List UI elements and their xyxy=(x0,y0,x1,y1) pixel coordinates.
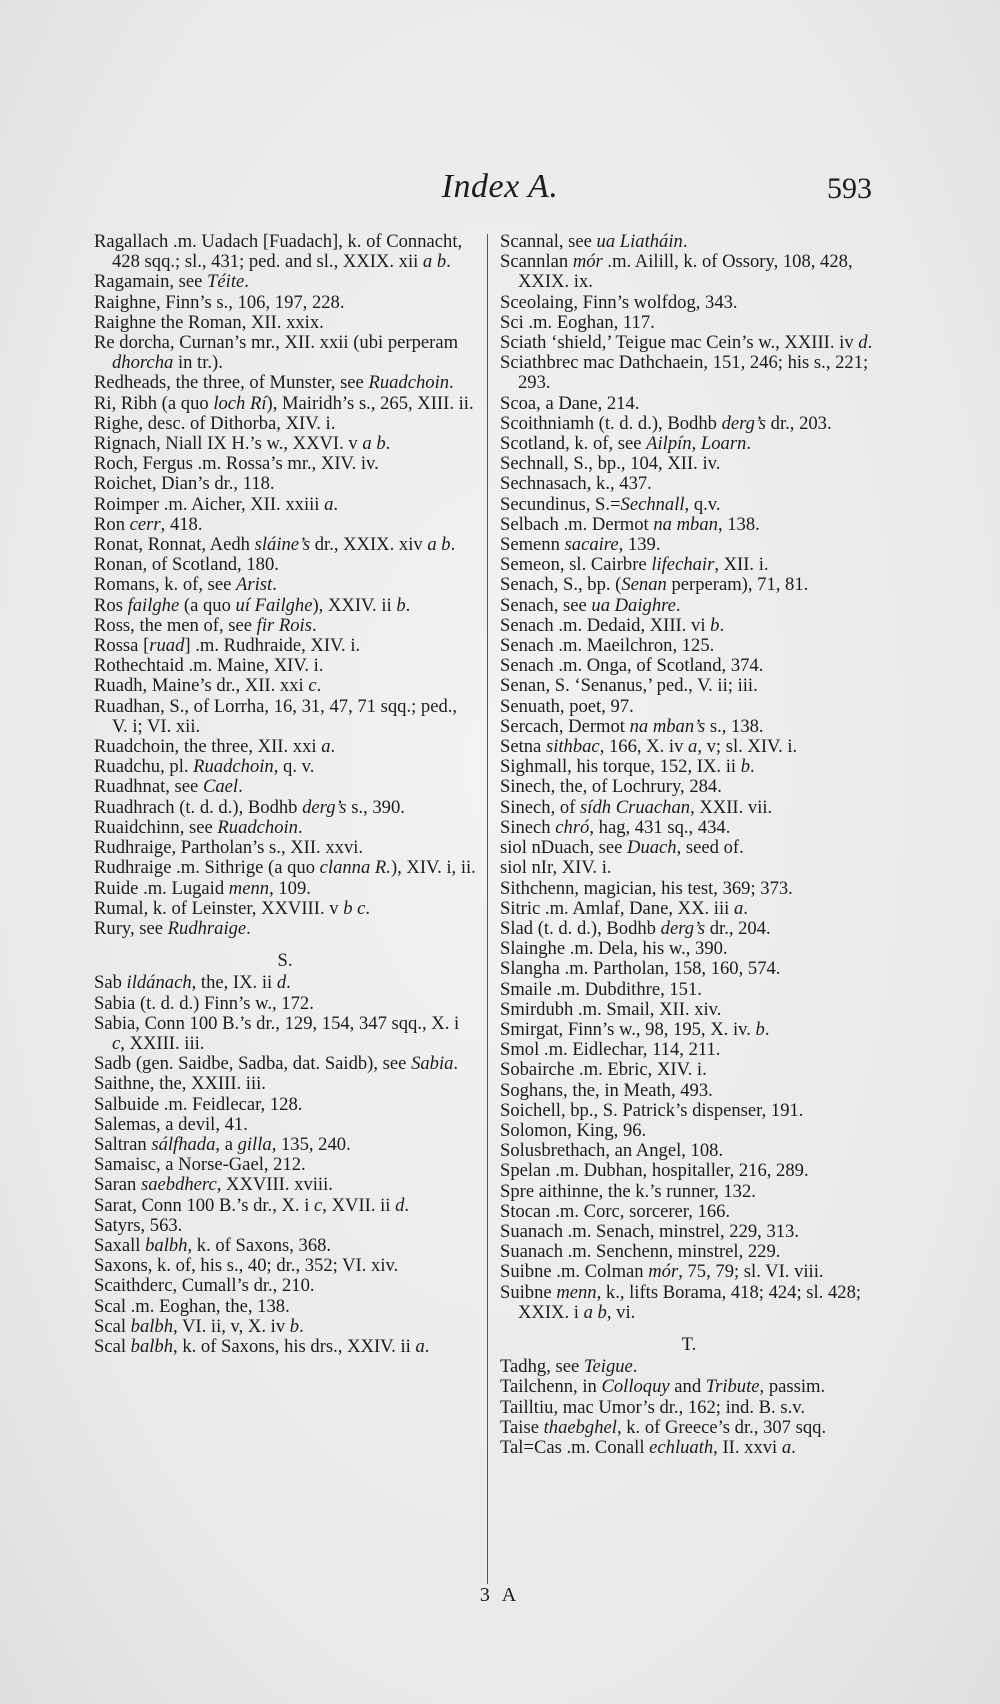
index-entry: Selbach .m. Dermot na mban, 138. xyxy=(500,513,760,535)
index-entry: Ruadhrach (t. d. d.), Bodhb derg’s s., 390. xyxy=(94,796,405,818)
index-entry: Senach, see ua Daighre. xyxy=(500,594,681,616)
index-entry: Saran saebdherc, XXVIII. xviii. xyxy=(94,1174,333,1196)
index-entry: Sechnasach, k., 437. xyxy=(500,473,652,495)
index-entry: Tailltiu, mac Umor’s dr., 162; ind. B. s.v. xyxy=(500,1396,805,1418)
index-entry: Ronan, of Scotland, 180. xyxy=(94,554,279,576)
index-entry: Ross, the men of, see fir Rois. xyxy=(94,614,317,636)
index-entry: siol nDuach, see Duach, seed of. xyxy=(500,837,744,859)
index-entry: Rumal, k. of Leinster, XXVIII. v b c. xyxy=(94,897,371,919)
index-entry: Saxall balbh, k. of Saxons, 368. xyxy=(94,1234,332,1256)
index-entry: Tal=Cas .m. Conall echluath, II. xxvi a. xyxy=(500,1436,796,1458)
index-entry: Roch, Fergus .m. Rossa’s mr., XIV. iv. xyxy=(94,453,379,475)
index-entry: Satyrs, 563. xyxy=(94,1214,183,1236)
index-entry: Smaile .m. Dubdithre, 151. xyxy=(500,978,702,1000)
section-letter: S. xyxy=(277,950,293,972)
index-entry: Salbuide .m. Feidlecar, 128. xyxy=(94,1093,303,1115)
index-entry: Senan, S. ‘Senanus,’ ped., V. ii; iii. xyxy=(500,675,758,697)
index-entry: Sitric .m. Amlaf, Dane, XX. iii a. xyxy=(500,897,748,919)
index-entry: Roimper .m. Aicher, XII. xxiii a. xyxy=(94,493,339,515)
index-entry: Sobairche .m. Ebric, XIV. i. xyxy=(500,1059,707,1081)
index-entry: Secundinus, S.=Sechnall, q.v. xyxy=(500,493,721,515)
index-entry: Stocan .m. Corc, sorcerer, 166. xyxy=(500,1200,731,1222)
index-entry: Sabia (t. d. d.) Finn’s w., 172. xyxy=(94,992,314,1014)
page-number: 593 xyxy=(827,172,872,205)
index-entry: Rothechtaid .m. Maine, XIV. i. xyxy=(94,655,324,677)
index-entry: Spre aithinne, the k.’s runner, 132. xyxy=(500,1180,756,1202)
index-entry: Scal balbh, k. of Saxons, his drs., XXIV. ii a. xyxy=(94,1335,430,1357)
index-entry: Sinech, of sídh Cruachan, XXII. vii. xyxy=(500,796,773,818)
running-head-title: Index A. xyxy=(441,168,559,205)
index-entry: Ruadh, Maine’s dr., XII. xxi c. xyxy=(94,675,322,697)
index-entry: Solusbrethach, an Angel, 108. xyxy=(500,1140,724,1162)
column-divider xyxy=(487,234,488,1584)
index-entry: Smirgat, Finn’s w., 98, 195, X. iv. b. xyxy=(500,1018,770,1040)
index-entry: Saithne, the, XXIII. iii. xyxy=(94,1073,266,1095)
index-entry: Suibne menn, k., lifts Borama, 418; 424; sl. 428; XXIX. i a b, vi. xyxy=(500,1281,862,1323)
index-entry: Scoa, a Dane, 214. xyxy=(500,392,640,414)
index-entry: Spelan .m. Dubhan, hospitaller, 216, 289. xyxy=(500,1160,809,1182)
index-entry: Sithchenn, magician, his test, 369; 373. xyxy=(500,877,793,899)
index-entry: Setna sithbac, 166, X. iv a, v; sl. XIV. i. xyxy=(500,736,798,758)
index-entry: Sinech, the, of Lochrury, 284. xyxy=(500,776,722,798)
index-entry: Solomon, King, 96. xyxy=(500,1119,647,1141)
index-entry: Roichet, Dian’s dr., 118. xyxy=(94,473,275,495)
index-entry: Saxons, k. of, his s., 40; dr., 352; VI. xiv. xyxy=(94,1255,399,1277)
index-entry: Ruadchoin, the three, XII. xxi a. xyxy=(94,736,336,758)
index-entry: Ruide .m. Lugaid menn, 109. xyxy=(94,877,311,899)
index-entry: Scotland, k. of, see Ailpín, Loarn. xyxy=(500,433,752,455)
index-entry: Suibne .m. Colman mór, 75, 79; sl. VI. viii. xyxy=(500,1261,824,1283)
index-entry: Sechnall, S., bp., 104, XII. iv. xyxy=(500,453,721,475)
index-entry: Sinech chró, hag, 431 sq., 434. xyxy=(500,816,731,838)
index-entry: Soghans, the, in Meath, 493. xyxy=(500,1079,713,1101)
index-entry: Scoithniamh (t. d. d.), Bodhb derg’s dr., 203. xyxy=(500,412,832,434)
index-entry: Smol .m. Eidlechar, 114, 211. xyxy=(500,1039,721,1061)
index-entry: Rossa [ruad] .m. Rudhraide, XIV. i. xyxy=(94,635,361,657)
index-entry: Scaithderc, Cumall’s dr., 210. xyxy=(94,1275,315,1297)
index-entry: Raighne, Finn’s s., 106, 197, 228. xyxy=(94,291,345,313)
index-entry: Tadhg, see Teigue. xyxy=(500,1356,638,1378)
index-entry: Redheads, the three, of Munster, see Ruadchoin. xyxy=(94,372,454,394)
index-column-right xyxy=(500,232,878,1458)
index-entry: Romans, k. of, see Arist. xyxy=(94,574,277,596)
index-entry: Senach .m. Dedaid, XIII. vi b. xyxy=(500,614,725,636)
index-entry: Salemas, a devil, 41. xyxy=(94,1113,248,1135)
index-entry: Smirdubh .m. Smail, XII. xiv. xyxy=(500,998,722,1020)
index-entry: Ruadhnat, see Cael. xyxy=(94,776,243,798)
index-column-left xyxy=(94,232,476,1357)
index-entry: siol nIr, XIV. i. xyxy=(500,857,612,879)
index-entry: Soichell, bp., S. Patrick’s dispenser, 191. xyxy=(500,1099,804,1121)
index-entry: Scannal, see ua Liatháin. xyxy=(500,231,688,252)
index-entry: Sabia, Conn 100 B.’s dr., 129, 154, 347 sqq., X. i c, XXIII. iii. xyxy=(94,1012,460,1054)
index-entry: Ronat, Ronnat, Aedh sláine’s dr., XXIX. xiv a b. xyxy=(94,534,456,556)
index-entry: Sarat, Conn 100 B.’s dr., X. i c, XVII. ii d. xyxy=(94,1194,410,1216)
index-entry: Ragamain, see Téite. xyxy=(94,271,249,293)
index-entry: Scannlan mór .m. Ailill, k. of Ossory, 108, 428, XXIX. ix. xyxy=(500,251,853,293)
index-entry: Sighmall, his torque, 152, IX. ii b. xyxy=(500,756,755,778)
index-entry: Raighne the Roman, XII. xxix. xyxy=(94,311,324,333)
index-entry: Semenn sacaire, 139. xyxy=(500,534,661,556)
index-entry: Rudhraige, Partholan’s s., XII. xxvi. xyxy=(94,837,364,859)
index-entry: Scal balbh, VI. ii, v, X. iv b. xyxy=(94,1315,304,1337)
index-entry: Senach .m. Onga, of Scotland, 374. xyxy=(500,655,764,677)
index-entry: Ragallach .m. Uadach [Fuadach], k. of Connacht, 428 sqq.; sl., 431; ped. and sl., XXIX. xii a b. xyxy=(94,231,463,273)
index-entry: Ruadhan, S., of Lorrha, 16, 31, 47, 71 sqq.; ped., V. i; VI. xii. xyxy=(94,695,458,737)
index-entry: Senuath, poet, 97. xyxy=(500,695,634,717)
index-entry: Senach .m. Maeilchron, 125. xyxy=(500,635,715,657)
index-entry: Sab ildánach, the, IX. ii d. xyxy=(94,972,291,994)
index-entry: Slainghe .m. Dela, his w., 390. xyxy=(500,938,728,960)
index-entry: Slangha .m. Partholan, 158, 160, 574. xyxy=(500,958,781,980)
index-entry: Sadb (gen. Saidbe, Sadba, dat. Saidb), see Sabia. xyxy=(94,1053,459,1075)
index-entry: Taise thaebghel, k. of Greece’s dr., 307 sqq. xyxy=(500,1416,827,1438)
index-entry: Sercach, Dermot na mban’s s., 138. xyxy=(500,715,764,737)
index-entry: Ros failghe (a quo uí Failghe), XXIV. ii b. xyxy=(94,594,411,616)
index-entry: Ruadchu, pl. Ruadchoin, q. v. xyxy=(94,756,315,778)
index-entry: Rignach, Niall IX H.’s w., XXVI. v a b. xyxy=(94,433,391,455)
index-entry: Slad (t. d. d.), Bodhb derg’s dr., 204. xyxy=(500,917,771,939)
index-entry: Rury, see Rudhraige. xyxy=(94,917,251,939)
index-entry: Senach, S., bp. (Senan perperam), 71, 81. xyxy=(500,574,809,596)
index-entry: Ruaidchinn, see Ruadchoin. xyxy=(94,816,303,838)
index-entry: Sceolaing, Finn’s wolfdog, 343. xyxy=(500,291,738,313)
index-entry: Ron cerr, 418. xyxy=(94,513,203,535)
index-entry: Rudhraige .m. Sithrige (a quo clanna R.), XIV. i, ii. xyxy=(94,857,476,879)
index-entry: Tailchenn, in Colloquy and Tribute, passim. xyxy=(500,1376,826,1398)
index-entry: Re dorcha, Curnan’s mr., XII. xxii (ubi perperam dhorcha in tr.). xyxy=(94,332,459,374)
index-entry: Righe, desc. of Dithorba, XIV. i. xyxy=(94,412,336,434)
index-entry: Sciathbrec mac Dathchaein, 151, 246; his s., 221; 293. xyxy=(500,352,869,394)
index-entry: Suanach .m. Senchenn, minstrel, 229. xyxy=(500,1241,781,1263)
index-entry: Samaisc, a Norse-Gael, 212. xyxy=(94,1154,306,1176)
index-entry: Suanach .m. Senach, minstrel, 229, 313. xyxy=(500,1220,799,1242)
index-entry: Semeon, sl. Cairbre lifechair, XII. i. xyxy=(500,554,769,576)
signature-mark: 3 A xyxy=(479,1584,521,1606)
index-entry: Scal .m. Eoghan, the, 138. xyxy=(94,1295,290,1317)
index-entry: Sci .m. Eoghan, 117. xyxy=(500,311,655,333)
index-entry: Saltran sálfhada, a gilla, 135, 240. xyxy=(94,1133,351,1155)
section-letter: T. xyxy=(681,1333,697,1355)
index-entry: Sciath ‘shield,’ Teigue mac Cein’s w., XXIII. iv d. xyxy=(500,332,873,354)
index-entry: Ri, Ribh (a quo loch Rí), Mairidh’s s., 265, XIII. ii. xyxy=(94,392,474,414)
